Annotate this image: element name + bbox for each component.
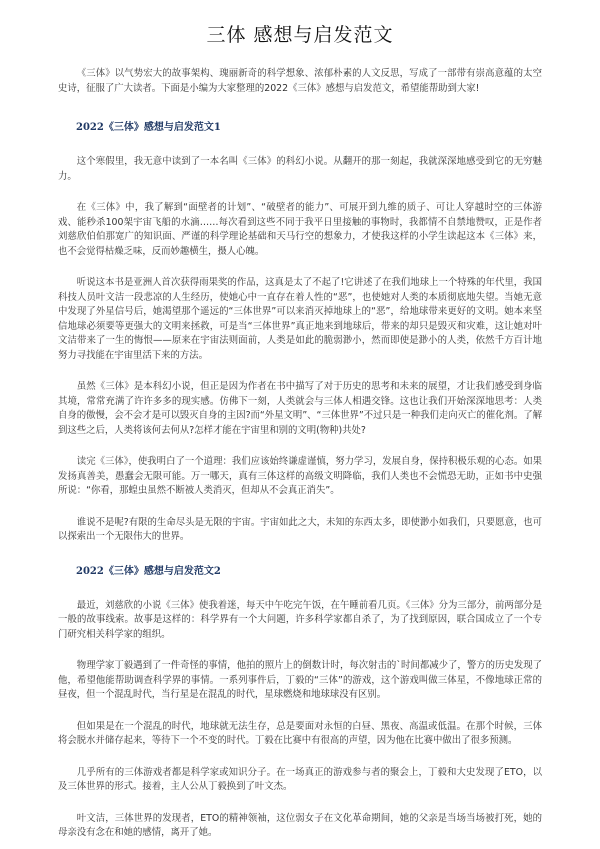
section-2-paragraph: 但如果是在一个混乱的时代，地球就无法生存，总是要面对永恒的白昼、黑夜、高温或低温。在那个时候，三体将会脱水并储存起来，等待下一个不变的时代。丁毅在比赛中有很高的声望，因为他在比赛中做出了很多预测。: [58, 720, 542, 746]
section-1-paragraph: 在《三体》中，我了解到“面壁者的计划”、“破壁者的能力”、可展开到九维的质子、可让人穿越时空的三体游戏、能秒杀100架宇宙飞船的水滴……每次看到这些不同于我平日里接触的事物时，我都情不自禁地赞叹，正是作者刘慈欣伯伯那宽广的知识面、严谨的科学理论基础和天马行空的想象力，才使我这样的小学生读起这本《三体》来，也不会觉得枯燥乏味，反而妙趣横生，摄人心魄。: [58, 202, 542, 257]
section-1-heading: 2022《三体》感想与启发范文1: [76, 122, 221, 133]
intro-paragraph: 《三体》以气势宏大的故事架构、瑰丽新奇的科学想象、浓郁朴素的人文反思，写成了一部带有崇高意蕴的太空史诗，征服了广大读者。下面是小编为大家整理的2022《三体》感想与启发范文，希望能帮助到大家!: [58, 68, 542, 94]
section-1-paragraph: 听说这本书是亚洲人首次获得雨果奖的作品，这真是太了不起了!它讲述了在我们地球上一个特殊的年代里，我国科技人员叶文洁一段悲凉的人生经历，使她心中一直存在着人性的“恶”，也使她对人类的本质彻底地失望。当她无意中发现了外星信号后，她渴望那个遥远的“三体世界”可以来消灭掉地球上的“恶”，给地球带来更好的文明。她本来坚信地球必须要等更强大的文明来拯救，可是当“三体世界”真正地来到地球后，带来的却只是毁灭和灾难，这让她对叶文洁带来了一生的悔恨——原来在宇宙法则面前，人类是如此的脆弱渺小，然而即使是渺小的人类，依然千方百计地努力寻找能在宇宙里活下来的方法。: [58, 277, 542, 361]
section-1-paragraph: 虽然《三体》是本科幻小说，但正是因为作者在书中描写了对于历史的思考和未来的展望，才让我们感受到身临其境，常常充满了许许多多的现实感。仿佛下一刻，人类就会与三体人相遇交锋。这也让我们开始深深地思考：人类自身的傲慢，会不会才是可以毁灭自身的主因?而“外星文明”、“三体世界”不过只是一种我们走向灭亡的催化剂。了解到这些之后，人类将该何去何从?怎样才能在宇宙里和别的文明(物种)共处?: [58, 381, 542, 436]
section-1-paragraph: 谁说不是呢?有限的生命尽头是无限的宇宙。宇宙如此之大，未知的东西太多，即使渺小如我们，只要愿意，也可以探索出一个无限伟大的世界。: [58, 516, 542, 542]
section-1-paragraph: 这个寒假里，我无意中读到了一本名叫《三体》的科幻小说。从翻开的那一刻起，我就深深地感受到它的无穷魅力。: [58, 156, 542, 182]
section-1-paragraph: 读完《三体》，使我明白了一个道理：我们应该始终谦虚谨慎，努力学习，发展自身，保持积极乐观的心态。如果发扬真善美，愚蠢会无限可能。万一哪天，真有三体这样的高级文明降临，我们人类也不会慌恐无助，正如书中史强所说：“你看，那蝗虫虽然不断被人类消灭，但却从不会真正消失”。: [58, 456, 542, 496]
section-2-paragraph: 几乎所有的三体游戏者都是科学家或知识分子。在一场真正的游戏参与者的聚会上，丁毅和大史发现了ETO，以及三体世界的形式。接着，主人公从丁毅换到了叶文杰。: [58, 766, 542, 792]
section-2-paragraph: 物理学家丁毅遇到了一件奇怪的事情，他拍的照片上的倒数计时，每次射击的`时间都减少了，警方的历史发现了他，希望他能帮助调查科学界的事情。一系列事件后，丁毅的“三体”的游戏，这个游戏叫做三体星，不像地球正常的昼夜，但一个混乱时代，当行星是在混乱的时代，星球燃烧和地球球没有区别。: [58, 660, 542, 700]
section-2-heading: 2022《三体》感想与启发范文2: [76, 565, 221, 577]
page-title: 三体 感想与启发范文: [206, 24, 394, 46]
section-2-paragraph: 叶文洁，三体世界的发现者，ETO的精神领袖，这位弱女子在文化革命期间，她的父亲是当场当场被打死，她的母亲没有念在和她的感情，离开了她。: [58, 812, 542, 838]
section-2-paragraph: 最近，刘慈欣的小说《三体》使我着迷，每天中午吃完午饭，在午睡前看几页。《三体》分为三部分，前两部分是一般的故事线索。故事是这样的：科学界有一个大问题，许多科学家都自杀了，为了找到原因，联合国成立了一个专门研究相关科学家的组织。: [58, 599, 542, 640]
